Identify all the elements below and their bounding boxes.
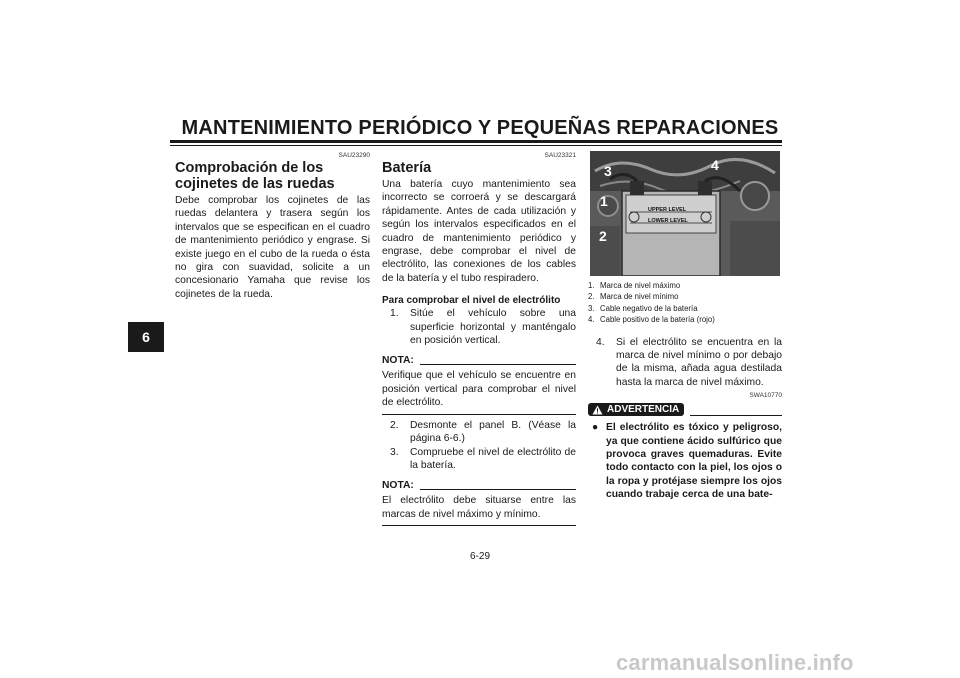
right-column: [588, 280, 782, 502]
callout-2: 2: [599, 228, 607, 244]
header-rule: [170, 140, 782, 143]
middle-column: [382, 152, 576, 526]
bullet-icon: ●: [592, 422, 599, 434]
section-body-battery: Una batería cuyo mantenimiento sea incorrecto se corroerá y se descargará rápidamente. Antes de cada utilización y según los intervalos especificados en el cuadro de mantenimiento periódico y engrase, debe comprobar el nivel de electrólito, las conexiones de los cables de la batería y el tubo respiradero.: [382, 179, 576, 284]
header-rule-thin: [170, 145, 782, 146]
warning-badge: [588, 403, 684, 416]
section-code: SAU23290: [338, 152, 370, 159]
note-text: Verifique que el vehículo se encuentre en posición vertical para comprobar el nivel de electrólito.: [382, 370, 576, 409]
section-body-wheel-bearings: Debe comprobar los cojinetes de las ruedas delantera y trasera según los intervalos que se especifican en el cuadro de mantenimiento periódico y engrase. Si existe juego en el cubo de la rueda o ésta no gira con suavidad, solicite a un concesionario Yamaha que revise los cojinetes de la rueda.: [175, 195, 370, 300]
figure-captions: [588, 280, 782, 326]
page-title: MANTENIMIENTO PERIÓDICO Y PEQUEÑAS REPARACIONES: [181, 117, 779, 139]
subheading-electrolyte-check: Para comprobar el nivel de electrólito: [382, 295, 561, 307]
left-column: [175, 152, 370, 301]
step-item: 3. Compruebe el nivel de electrólito de la batería.: [390, 446, 576, 471]
note-end-rule: [382, 414, 576, 415]
warning-header: [588, 403, 782, 416]
lower-level-label: LOWER LEVEL: [648, 218, 688, 224]
callout-4: 4: [711, 157, 719, 173]
note-label: NOTA:: [382, 480, 414, 492]
note-end-rule: [382, 525, 576, 526]
note-text: El electrólito debe situarse entre las marcas de nivel máximo y mínimo.: [382, 495, 576, 520]
step-item: 2. Desmonte el panel B. (Véase la página 6-6.): [390, 419, 576, 445]
watermark: carmanualsonline.info: [616, 650, 854, 675]
battery-photo-drawing: [590, 151, 780, 276]
callout-1: 1: [600, 193, 608, 209]
upper-level-label: UPPER LEVEL: [648, 207, 687, 213]
warning-triangle-icon: [592, 405, 603, 415]
warning-label: ADVERTENCIA: [607, 404, 680, 416]
warning-code: SWA10770: [749, 392, 782, 400]
caption-item: 3. Cable negativo de la batería: [588, 303, 698, 313]
note-rule: [420, 364, 576, 365]
note-header: [382, 480, 576, 492]
section-heading-wheel-bearings: Comprobación de los cojinetes de las ruedas: [175, 160, 335, 192]
caption-item: 1. Marca de nivel máximo: [588, 281, 681, 290]
callout-3: 3: [604, 163, 612, 179]
battery-photo: [590, 151, 780, 276]
section-code: SAU23321: [544, 152, 576, 159]
step-item: 4. Si el electrólito se encuentra en la marca de nivel mínimo o por debajo de la misma, añada agua destilada hasta la marca de nivel máximo.: [596, 336, 782, 388]
warning-text: ● El electrólito es tóxico y peligroso, ya que contiene ácido sulfúrico que provoca graves quemaduras. Evite todo contacto con la piel, los ojos o la ropa y protéjase siempre los ojos cuando trabaje cerca de una bate-: [588, 421, 782, 501]
note-header: [382, 355, 576, 367]
warning-rule: [690, 415, 782, 416]
page-number: 6-29: [469, 551, 490, 562]
chapter-tab: 6: [128, 322, 164, 352]
caption-item: 2. Marca de nivel mínimo: [588, 292, 679, 302]
note-label: NOTA:: [382, 355, 414, 367]
step-item: 1. Sitúe el vehículo sobre una superficie horizontal y manténgalo en posición vertical.: [390, 308, 576, 347]
caption-item: 4. Cable positivo de la batería (rojo): [588, 315, 715, 325]
section-heading-battery: Batería: [382, 160, 432, 176]
note-rule: [420, 489, 576, 490]
